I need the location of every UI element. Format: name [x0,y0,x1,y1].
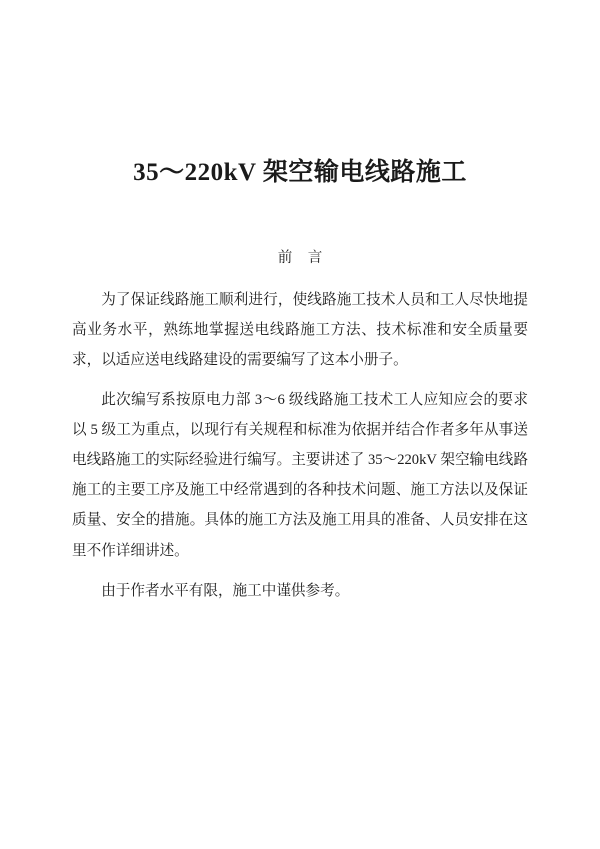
preface-paragraph-3: 由于作者水平有限，施工中谨供参考。 [101,582,350,599]
preface-paragraph-2: 此次编写系按原电力部 3～6 级线路施工技术工人应知应会的要求以 5 级工为重点，以现行有关规程和标准为依据并结合作者多年从事送电线路施工的实际经验进行编写。主要讲述了 35～220kV 架空输电线路施工的主要工序及施工中经常遇到的各种技术问题、施工方法以及保证质量、安全的措施。具体的施工方法及施工用具的准备、人员安排在这里不作详细讲述。 [72,392,528,559]
preface-paragraph-1: 为了保证线路施工顺利进行，使线路施工技术人员和工人尽快地提高业务水平，熟练地掌握送电线路施工方法、技术标准和安全质量要求，以适应送电线路建设的需要编写了这本小册子。 [72,292,528,369]
page-title: 35～220kV 架空输电线路施工 [133,159,467,186]
preface-heading: 前 言 [277,250,329,266]
